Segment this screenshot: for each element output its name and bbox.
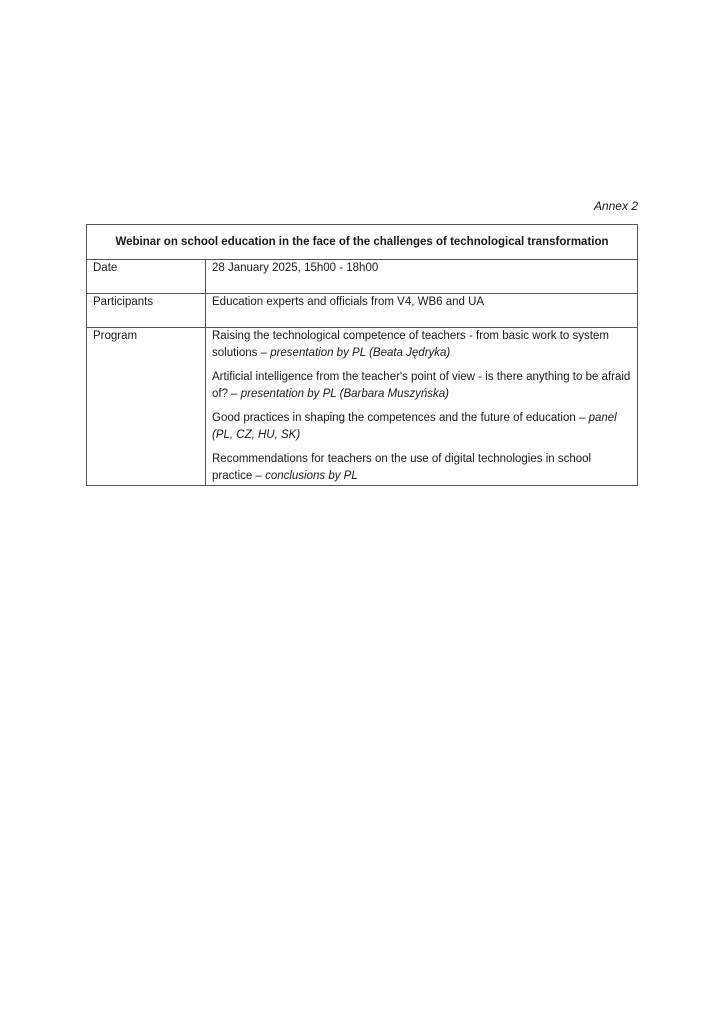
table-title-row xyxy=(87,225,638,260)
date-value: 28 January 2025, 15h00 - 18h00 xyxy=(206,260,638,294)
program-item xyxy=(212,328,631,362)
table-row-participants xyxy=(87,294,638,328)
table-row-program xyxy=(87,328,638,486)
program-item-text: Artificial intelligence from the teacher's point of view - is there anything to be afraid of? – xyxy=(212,371,631,400)
date-label: Date xyxy=(87,260,206,294)
program-item-text: Raising the technological competence of teachers - from basic work to system solutions – xyxy=(212,330,609,359)
program-item-text: Recommendations for teachers on the use of digital technologies in school practice – xyxy=(212,453,592,482)
annex-label: Annex 2 xyxy=(593,199,638,213)
program-item xyxy=(212,451,631,485)
table-title: Webinar on school education in the face of the challenges of technological transformation xyxy=(87,225,638,260)
program-label: Program xyxy=(87,328,206,486)
program-item xyxy=(212,410,631,444)
program-item-note: presentation by PL (Barbara Muszyńska) xyxy=(240,388,449,400)
program-item-note: panel (PL, CZ, HU, SK) xyxy=(212,412,617,441)
program-items xyxy=(206,328,638,486)
program-item-note: presentation by PL (Beata Jędryka) xyxy=(270,347,451,359)
webinar-agenda-table xyxy=(86,224,638,486)
participants-label: Participants xyxy=(87,294,206,328)
program-item-note: conclusions by PL xyxy=(265,470,358,482)
table-row-date xyxy=(87,260,638,294)
program-item-text: Good practices in shaping the competences and the future of education – xyxy=(212,412,589,424)
participants-value: Education experts and officials from V4, WB6 and UA xyxy=(206,294,638,328)
program-item xyxy=(212,369,631,403)
